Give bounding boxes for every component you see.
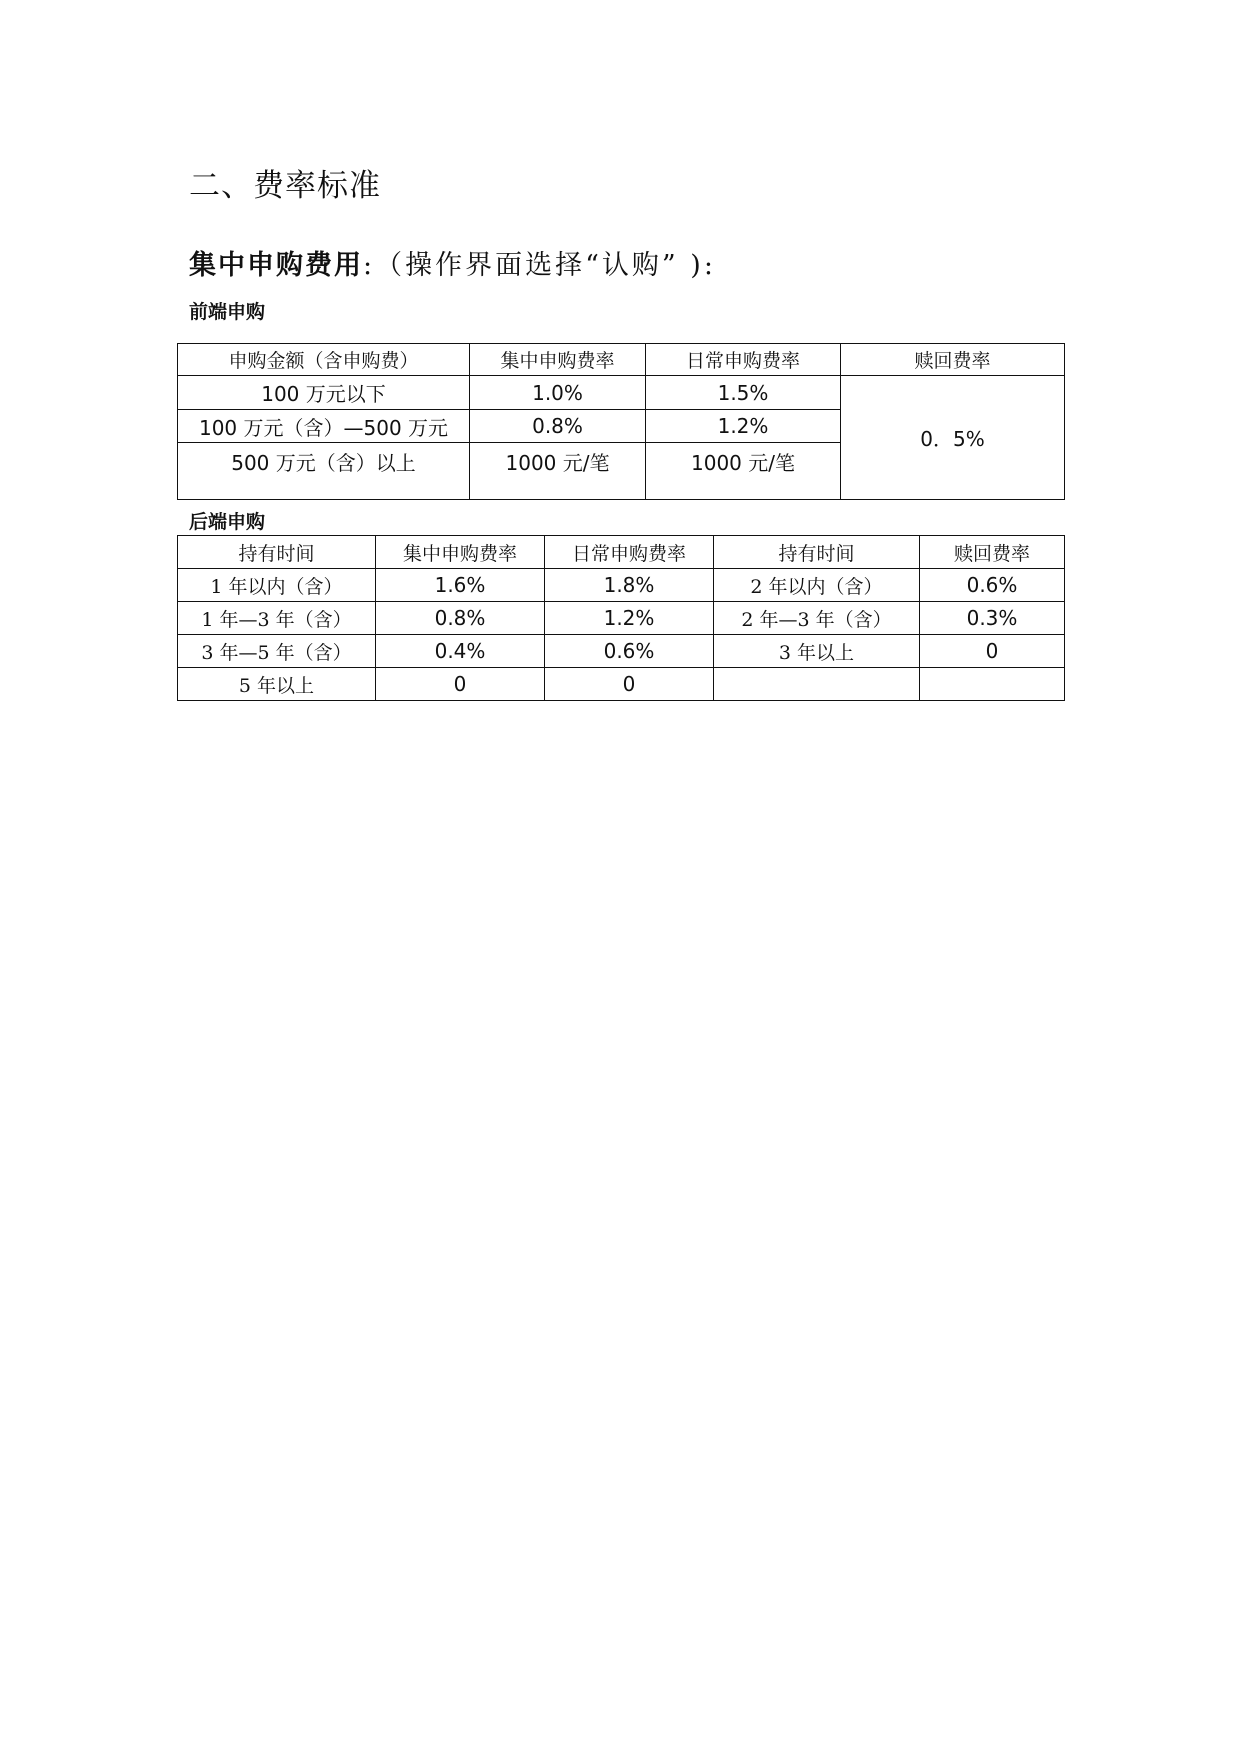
table-cell: 5 年以上 (178, 668, 376, 701)
table-cell: 0.8% (470, 410, 646, 443)
table-cell: 1000 元/笔 (646, 443, 841, 500)
table-cell: 1.8% (545, 569, 714, 602)
table-cell: 0.3% (920, 602, 1065, 635)
subheading-title: 集中申购费用 (189, 250, 363, 281)
table-cell: 3 年以上 (714, 635, 920, 668)
subheading (189, 243, 716, 282)
table-cell: 500 万元（含）以上 (178, 443, 470, 500)
back-end-fee-table (177, 535, 1065, 701)
table-cell: 1000 元/笔 (470, 443, 646, 500)
header-cell: 日常申购费率 (646, 344, 841, 376)
header-cell: 持有时间 (714, 536, 920, 569)
table-cell (714, 668, 920, 701)
table-cell: 1.2% (646, 410, 841, 443)
table-cell: 1.5% (646, 376, 841, 410)
table-row (178, 602, 1065, 635)
table-cell: 1.6% (376, 569, 545, 602)
back-end-label: 后端申购 (189, 511, 266, 533)
table-cell: 0.6% (545, 635, 714, 668)
table-cell: 100 万元（含）—500 万元 (178, 410, 470, 443)
table-cell: 1.0% (470, 376, 646, 410)
subheading-note: :（操作界面选择“认购” ): (363, 250, 716, 281)
table-cell: 3 年—5 年（含） (178, 635, 376, 668)
table-header-row (178, 536, 1065, 569)
header-cell: 集中申购费率 (470, 344, 646, 376)
front-end-label: 前端申购 (189, 301, 266, 323)
table-cell: 1 年—3 年（含） (178, 602, 376, 635)
table-cell: 0.6% (920, 569, 1065, 602)
header-cell: 赎回费率 (841, 344, 1065, 376)
front-end-fee-table (177, 343, 1065, 500)
redeem-rate-cell: 0．5% (841, 376, 1065, 500)
table-cell (920, 668, 1065, 701)
header-cell: 赎回费率 (920, 536, 1065, 569)
header-cell: 申购金额（含申购费） (178, 344, 470, 376)
table-cell: 1.2% (545, 602, 714, 635)
table-cell: 0.4% (376, 635, 545, 668)
header-cell: 集中申购费率 (376, 536, 545, 569)
table-row (178, 376, 1065, 410)
table-cell: 100 万元以下 (178, 376, 470, 410)
table-row (178, 569, 1065, 602)
header-cell: 日常申购费率 (545, 536, 714, 569)
table-cell: 0.8% (376, 602, 545, 635)
page-heading: 二、费率标准 (189, 168, 381, 204)
table-header-row (178, 344, 1065, 376)
table-row (178, 668, 1065, 701)
table-cell: 1 年以内（含） (178, 569, 376, 602)
table-row (178, 635, 1065, 668)
header-cell: 持有时间 (178, 536, 376, 569)
table-cell: 0 (376, 668, 545, 701)
table-cell: 2 年以内（含） (714, 569, 920, 602)
table-cell: 0 (545, 668, 714, 701)
table-cell: 2 年—3 年（含） (714, 602, 920, 635)
table-cell: 0 (920, 635, 1065, 668)
